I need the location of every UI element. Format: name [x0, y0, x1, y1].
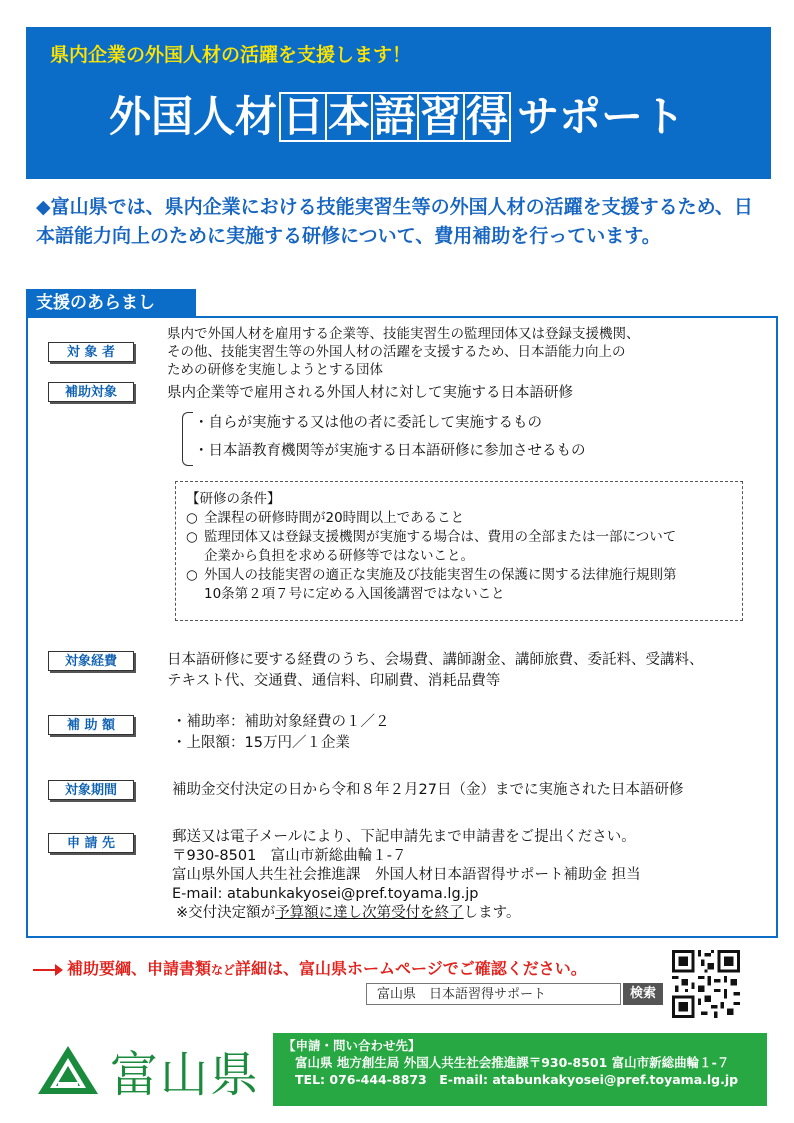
notice-small: など	[211, 963, 236, 977]
contact-box	[273, 1033, 767, 1106]
condition-line: 外国人の技能実習の適正な実施及び技能実習生の保護に関する法律施行規則第	[204, 567, 677, 583]
label-subject: 補助対象	[48, 382, 134, 402]
condition-line: 全課程の研修時間が20時間以上であること	[204, 510, 465, 526]
contact-tel-email: TEL: 076-444-8873 E-mail: atabunkakyosei@pref.toyama.lg.jp	[295, 1072, 739, 1087]
condition-item	[186, 566, 732, 604]
condition-lines	[204, 528, 676, 566]
notice-part-b: 詳細は、富山県ホームページでご確認ください。	[235, 959, 587, 978]
label-amount: 補 助 額	[48, 715, 134, 735]
circle-mark: ○	[186, 510, 198, 526]
apply-line: 富山県外国人共生社会推進課 外国人材日本語習得サポート補助金 担当	[172, 867, 641, 883]
intro-text: ◆富山県では、県内企業における技能実習生等の外国人材の活躍を支援するため、日本語能力向上のために実施する研修について、費用補助を行っています。	[36, 196, 753, 247]
title-box-char: 本	[325, 94, 371, 140]
title-pre: 外国人材	[108, 92, 277, 141]
apply-note	[172, 904, 762, 923]
apply-email: E-mail: atabunkakyosei@pref.toyama.lg.jp	[172, 886, 479, 902]
condition-lines	[204, 566, 677, 604]
expenses-line: テキスト代、交通費、通信料、印刷費、消耗品費等	[167, 673, 501, 689]
page-title	[0, 92, 794, 142]
qr-code-icon	[672, 950, 740, 1018]
apply-text	[172, 828, 762, 923]
title-post: サポート	[517, 92, 686, 141]
amount-line: ・上限額：15万円／１企業	[172, 735, 350, 751]
title-box-char: 日	[281, 92, 324, 141]
note-post: します。	[463, 905, 521, 921]
expenses-text	[167, 650, 772, 692]
condition-line: 企業から負担を求める研修等ではないこと。	[204, 548, 474, 564]
conditions-title: 【研修の条件】	[186, 491, 281, 507]
target-line: その他、技能実習生等の外国人材の活躍を支援するため、日本語能力向上の	[167, 344, 626, 360]
label-apply: 申 請 先	[48, 833, 134, 853]
search-box[interactable]: 富山県 日本語習得サポート	[366, 983, 621, 1005]
search-button[interactable]: 検索	[623, 983, 663, 1005]
target-line: ための研修を実施しようとする団体	[167, 362, 383, 378]
logo-text: 富山県	[110, 1046, 261, 1103]
arrow-right-icon	[33, 969, 59, 971]
brace-decoration	[182, 412, 193, 466]
note-pre: ※交付決定額が	[176, 905, 276, 921]
target-text	[167, 325, 767, 379]
label-period: 対象期間	[48, 780, 134, 800]
subject-text: 県内企業等で雇用される外国人材に対して実施する日本語研修	[167, 385, 573, 401]
apply-line: 〒930-8501 富山市新総曲輪１-７	[172, 848, 407, 864]
target-line: 県内で外国人材を雇用する企業等、技能実習生の監理団体又は登録支援機関、	[167, 326, 640, 342]
subject-bullet: ・日本語教育機関等が実施する日本語研修に参加させるもの	[194, 443, 586, 459]
homepage-notice	[33, 956, 587, 979]
mountain-emblem-icon	[36, 1044, 100, 1096]
condition-item	[186, 509, 732, 528]
condition-item	[186, 528, 732, 566]
amount-line: ・補助率：補助対象経費の１／２	[172, 714, 390, 730]
notice-part-a: 補助要綱、申請書類	[67, 959, 212, 978]
contact-title: 【申請・問い合わせ先】	[283, 1038, 421, 1053]
header-subtitle: 県内企業の外国人材の活躍を支援します！	[50, 44, 412, 66]
prefecture-logo	[36, 1042, 266, 1103]
condition-line: 10条第２項７号に定める入国後講習ではないこと	[204, 586, 505, 602]
label-target: 対 象 者	[48, 342, 134, 362]
title-boxed-group	[279, 92, 511, 142]
label-expenses: 対象経費	[48, 651, 134, 671]
contact-address: 富山県 地方創生局 外国人共生社会推進課〒930-8501 富山市新総曲輪１-７	[295, 1055, 730, 1070]
conditions-box	[175, 481, 743, 621]
subject-bullet: ・自らが実施する又は他の者に委託して実施するもの	[194, 415, 542, 431]
title-box-char: 習	[417, 94, 463, 140]
condition-line: 監理団体又は登録支援機関が実施する場合は、費用の全部または一部について	[204, 529, 677, 545]
title-box-char: 語	[371, 94, 417, 140]
expenses-line: 日本語研修に要する経費のうち、会場費、講師謝金、講師旅費、委託料、受講料、	[167, 652, 704, 668]
note-underlined: 予算額に達し次第受付を終了	[275, 905, 464, 921]
period-text: 補助金交付決定の日から令和８年２月27日（金）までに実施された日本語研修	[172, 782, 684, 798]
title-box-char: 得	[463, 94, 509, 140]
apply-line: 郵送又は電子メールにより、下記申請先まで申請書をご提出ください。	[172, 829, 636, 845]
section-title: 支援のあらまし	[26, 289, 196, 317]
circle-mark: ○	[186, 529, 198, 545]
amount-text	[172, 712, 390, 754]
circle-mark: ○	[186, 567, 198, 583]
